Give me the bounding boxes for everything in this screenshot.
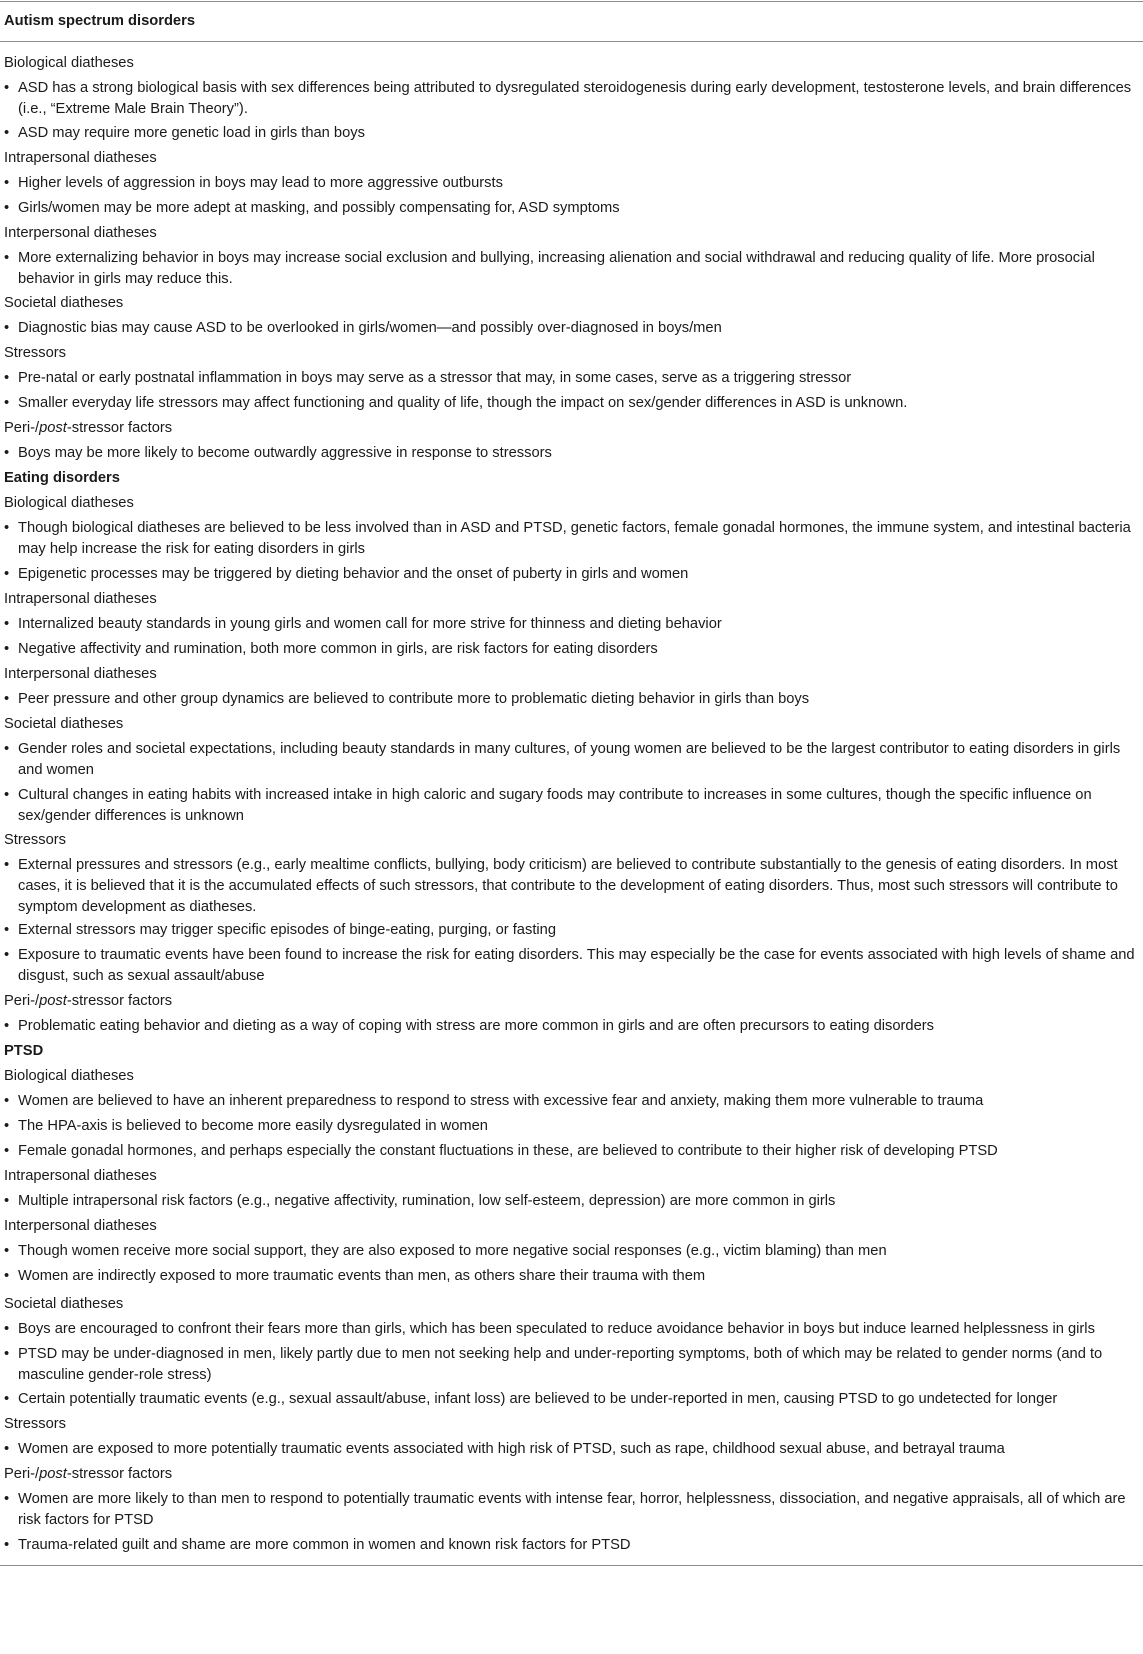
bullet-icon: • [4, 520, 10, 536]
bullet-icon: • [4, 1193, 10, 1209]
bullet-icon: • [4, 616, 10, 632]
list-item: The HPA-axis is believed to become more easily dysregulated in women [18, 1118, 488, 1134]
table-header-rule [0, 41, 1143, 42]
bullet-icon: • [4, 857, 10, 873]
table-top-rule [0, 1, 1143, 2]
list-item: Exposure to traumatic events have been found to increase the risk for eating disorders. This may especially be the case for events associated with high levels of shame and disgust, such as sexual assault/abuse [18, 947, 1135, 984]
list-item: Negative affectivity and rumination, both more common in girls, are risk factors for eating disorders [18, 641, 658, 657]
list-item: Women are exposed to more potentially traumatic events associated with high risk of PTSD, such as rape, childhood sexual abuse, and betrayal trauma [18, 1441, 1005, 1457]
group-heading: Biological diatheses [4, 1068, 134, 1084]
list-item: Trauma-related guilt and shame are more common in women and known risk factors for PTSD [18, 1537, 631, 1553]
list-item: Problematic eating behavior and dieting as a way of coping with stress are more common in girls and are often precursors to eating disorders [18, 1018, 934, 1034]
list-item: ASD may require more genetic load in girls than boys [18, 125, 365, 141]
group-heading: Stressors [4, 345, 67, 361]
list-item: Internalized beauty standards in young girls and women call for more strive for thinness and dieting behavior [18, 616, 722, 632]
group-heading [4, 991, 1136, 1012]
bullet-icon: • [4, 1118, 10, 1134]
bullet-icon: • [4, 1391, 10, 1407]
section-title-asd: Autism spectrum disorders [4, 13, 195, 29]
heading-part: -stressor factors [66, 993, 173, 1009]
list-item: Though women receive more social support, they are also exposed to more negative social responses (e.g., victim blaming) than men [18, 1243, 887, 1259]
list-item: Peer pressure and other group dynamics are believed to contribute more to problematic dieting behavior in girls than boys [18, 691, 810, 707]
list-item: Epigenetic processes may be triggered by dieting behavior and the onset of puberty in girls and women [18, 566, 689, 582]
heading-part: -stressor factors [66, 1466, 173, 1482]
list-item: Multiple intrapersonal risk factors (e.g., negative affectivity, rumination, low self-esteem, depression) are more common in girls [18, 1193, 836, 1209]
heading-part: post [39, 993, 67, 1009]
list-item: Pre-natal or early postnatal inflammation in boys may serve as a stressor that may, in some cases, serve as a triggering stressor [18, 370, 852, 386]
list-item: Diagnostic bias may cause ASD to be overlooked in girls/women—and possibly over-diagnosed in boys/men [18, 320, 722, 336]
bullet-icon: • [4, 1018, 10, 1034]
bullet-icon: • [4, 200, 10, 216]
bullet-icon: • [4, 1243, 10, 1259]
group-heading: Societal diatheses [4, 716, 124, 732]
list-item: Women are indirectly exposed to more traumatic events than men, as others share their trauma with them [18, 1268, 706, 1284]
section-title-eating: Eating disorders [4, 470, 120, 486]
list-item: Boys may be more likely to become outwardly aggressive in response to stressors [18, 445, 552, 461]
heading-part: Peri-/ [4, 993, 40, 1009]
group-heading: Biological diatheses [4, 55, 134, 71]
section-title-ptsd: PTSD [4, 1043, 44, 1059]
bullet-icon: • [4, 370, 10, 386]
group-heading: Intrapersonal diatheses [4, 591, 157, 607]
heading-part: post [39, 420, 67, 436]
group-heading [4, 418, 1136, 439]
list-item: Higher levels of aggression in boys may lead to more aggressive outbursts [18, 175, 503, 191]
list-item: More externalizing behavior in boys may increase social exclusion and bullying, increasing alienation and social withdrawal and reducing quality of life. More prosocial behavior in girls may reduce this. [18, 250, 1095, 287]
group-heading: Interpersonal diatheses [4, 225, 157, 241]
bullet-icon: • [4, 1537, 10, 1553]
group-heading: Societal diatheses [4, 295, 124, 311]
bullet-icon: • [4, 741, 10, 757]
list-item: Cultural changes in eating habits with increased intake in high caloric and sugary foods may contribute to increases in some cultures, though the specific influence on sex/gender differences is unknown [18, 787, 1092, 824]
group-heading: Interpersonal diatheses [4, 666, 157, 682]
bullet-icon: • [4, 1491, 10, 1507]
bullet-icon: • [4, 1143, 10, 1159]
bullet-icon: • [4, 320, 10, 336]
bullet-icon: • [4, 445, 10, 461]
bullet-icon: • [4, 175, 10, 191]
list-item: Girls/women may be more adept at masking, and possibly compensating for, ASD symptoms [18, 200, 620, 216]
heading-part: post [39, 1466, 67, 1482]
list-item: Women are more likely to than men to respond to potentially traumatic events with intense fear, horror, helplessness, dissociation, and negative appraisals, all of which are risk factors for PTSD [18, 1491, 1126, 1528]
bullet-icon: • [4, 125, 10, 141]
list-item: Women are believed to have an inherent preparedness to respond to stress with excessive fear and anxiety, making them more vulnerable to trauma [18, 1093, 984, 1109]
list-item: Boys are encouraged to confront their fears more than girls, which has been speculated to reduce avoidance behavior in boys but induce learned helplessness in girls [18, 1321, 1095, 1337]
group-heading: Societal diatheses [4, 1296, 124, 1312]
bullet-icon: • [4, 250, 10, 266]
group-heading: Stressors [4, 1416, 67, 1432]
group-heading: Biological diatheses [4, 495, 134, 511]
list-item: Certain potentially traumatic events (e.g., sexual assault/abuse, infant loss) are believed to be under-reported in men, causing PTSD to go undetected for longer [18, 1391, 1058, 1407]
list-item: Smaller everyday life stressors may affect functioning and quality of life, though the impact on sex/gender differences in ASD is unknown. [18, 395, 908, 411]
list-item: Gender roles and societal expectations, including beauty standards in many cultures, of young women are believed to be the largest contributor to eating disorders in girls and women [18, 741, 1121, 778]
list-item: External stressors may trigger specific episodes of binge-eating, purging, or fasting [18, 922, 556, 938]
heading-part: -stressor factors [66, 420, 173, 436]
list-item: PTSD may be under-diagnosed in men, likely partly due to men not seeking help and under-reporting symptoms, both of which may be related to gender norms (and to masculine gender-role stress) [18, 1346, 1103, 1383]
list-item: External pressures and stressors (e.g., early mealtime conflicts, bullying, body criticism) are believed to contribute substantially to the genesis of eating disorders. In most cases, it is believed that it is the accumulated effects of such stressors, that contribute to the development of eating disorders. Thus, most such stressors will contribute to symptom development as diatheses. [18, 857, 1118, 915]
group-heading [4, 1464, 1136, 1485]
bullet-icon: • [4, 566, 10, 582]
bullet-icon: • [4, 395, 10, 411]
bullet-icon: • [4, 1346, 10, 1362]
group-heading: Intrapersonal diatheses [4, 1168, 157, 1184]
bullet-icon: • [4, 1093, 10, 1109]
bullet-icon: • [4, 80, 10, 96]
group-heading: Stressors [4, 832, 67, 848]
group-heading: Interpersonal diatheses [4, 1218, 157, 1234]
bullet-icon: • [4, 691, 10, 707]
list-item: Female gonadal hormones, and perhaps especially the constant fluctuations in these, are believed to contribute to their higher risk of developing PTSD [18, 1143, 998, 1159]
bullet-icon: • [4, 922, 10, 938]
bullet-icon: • [4, 1321, 10, 1337]
bullet-icon: • [4, 641, 10, 657]
bullet-icon: • [4, 947, 10, 963]
bullet-icon: • [4, 787, 10, 803]
bullet-icon: • [4, 1268, 10, 1284]
group-heading: Intrapersonal diatheses [4, 150, 157, 166]
table-bottom-rule [0, 1565, 1143, 1566]
heading-part: Peri-/ [4, 420, 40, 436]
list-item: ASD has a strong biological basis with sex differences being attributed to dysregulated steroidogenesis during early development, testosterone levels, and brain differences (i.e., “Extreme Male Brain Theory”). [18, 80, 1132, 117]
heading-part: Peri-/ [4, 1466, 40, 1482]
bullet-icon: • [4, 1441, 10, 1457]
list-item: Though biological diatheses are believed to be less involved than in ASD and PTSD, genetic factors, female gonadal hormones, the immune system, and intestinal bacteria may help increase the risk for eating disorders in girls [18, 520, 1131, 557]
